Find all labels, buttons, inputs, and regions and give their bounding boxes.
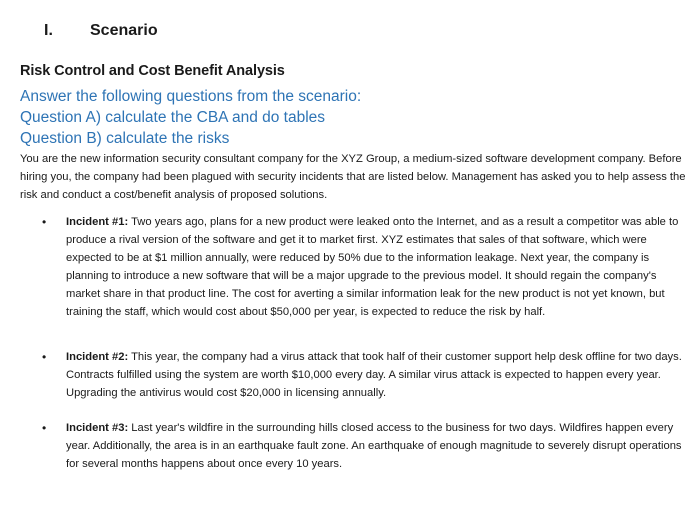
section-title: Scenario: [90, 22, 158, 39]
incident-label: Incident #2:: [66, 351, 129, 363]
page-title: Risk Control and Cost Benefit Analysis: [20, 63, 285, 79]
incident-label: Incident #3:: [66, 422, 129, 434]
intro-paragraph: You are the new information security consultant company for the XYZ Group, a medium-sized software development company. Before hiring you, the company had been plagued with security incidents that are listed below. Management has asked you to help assess the risk and conduct a cost/benefit analysis of proposed solutions.: [20, 153, 686, 201]
question-b: Question B) calculate the risks: [20, 130, 230, 147]
bullet-icon: •: [42, 215, 47, 229]
incident-text: [66, 419, 686, 473]
incident-description: Last year's wildfire in the surrounding hills closed access to the business for two days. Wildfires happen every year. Additionally, the area is in an earthquake fault zone. An earthquake of enough magnitude to severely disrupt operations for several months happens about once every 10 years.: [66, 422, 682, 470]
incident-description: This year, the company had a virus attack that took half of their customer support help desk offline for two days. Contracts fulfilled using the system are worth $10,000 every day. A similar virus attack is expected to happen every year. Upgrading the antivirus would cost $20,000 in licensing annually.: [66, 351, 682, 399]
section-heading: [44, 22, 158, 40]
incident-text: [66, 213, 686, 321]
question-a: Question A) calculate the CBA and do tables: [20, 109, 326, 126]
incident-label: Incident #1:: [66, 216, 129, 228]
question-prompts: [20, 86, 361, 149]
prompt-line: Answer the following questions from the scenario:: [20, 88, 362, 105]
bullet-icon: •: [42, 421, 47, 435]
section-number: I.: [44, 22, 53, 39]
bullet-icon: •: [42, 350, 47, 364]
incident-text: [66, 348, 686, 402]
incident-description: Two years ago, plans for a new product were leaked onto the Internet, and as a result a competitor was able to produce a rival version of the software and get it to market first. XYZ estimates that sales of that software, which were expected to be at $1 million annually, were reduced by 50% due to the information leakage. Next year, the company is planning to introduce a new software that will be a major upgrade to the previous model. It should regain the company's market share in that product line. The cost for averting a similar information leak for the new product is not yet known, but training the staff, which would cost about $50,000 per year, is expected to reduce the risk by half.: [66, 216, 679, 318]
